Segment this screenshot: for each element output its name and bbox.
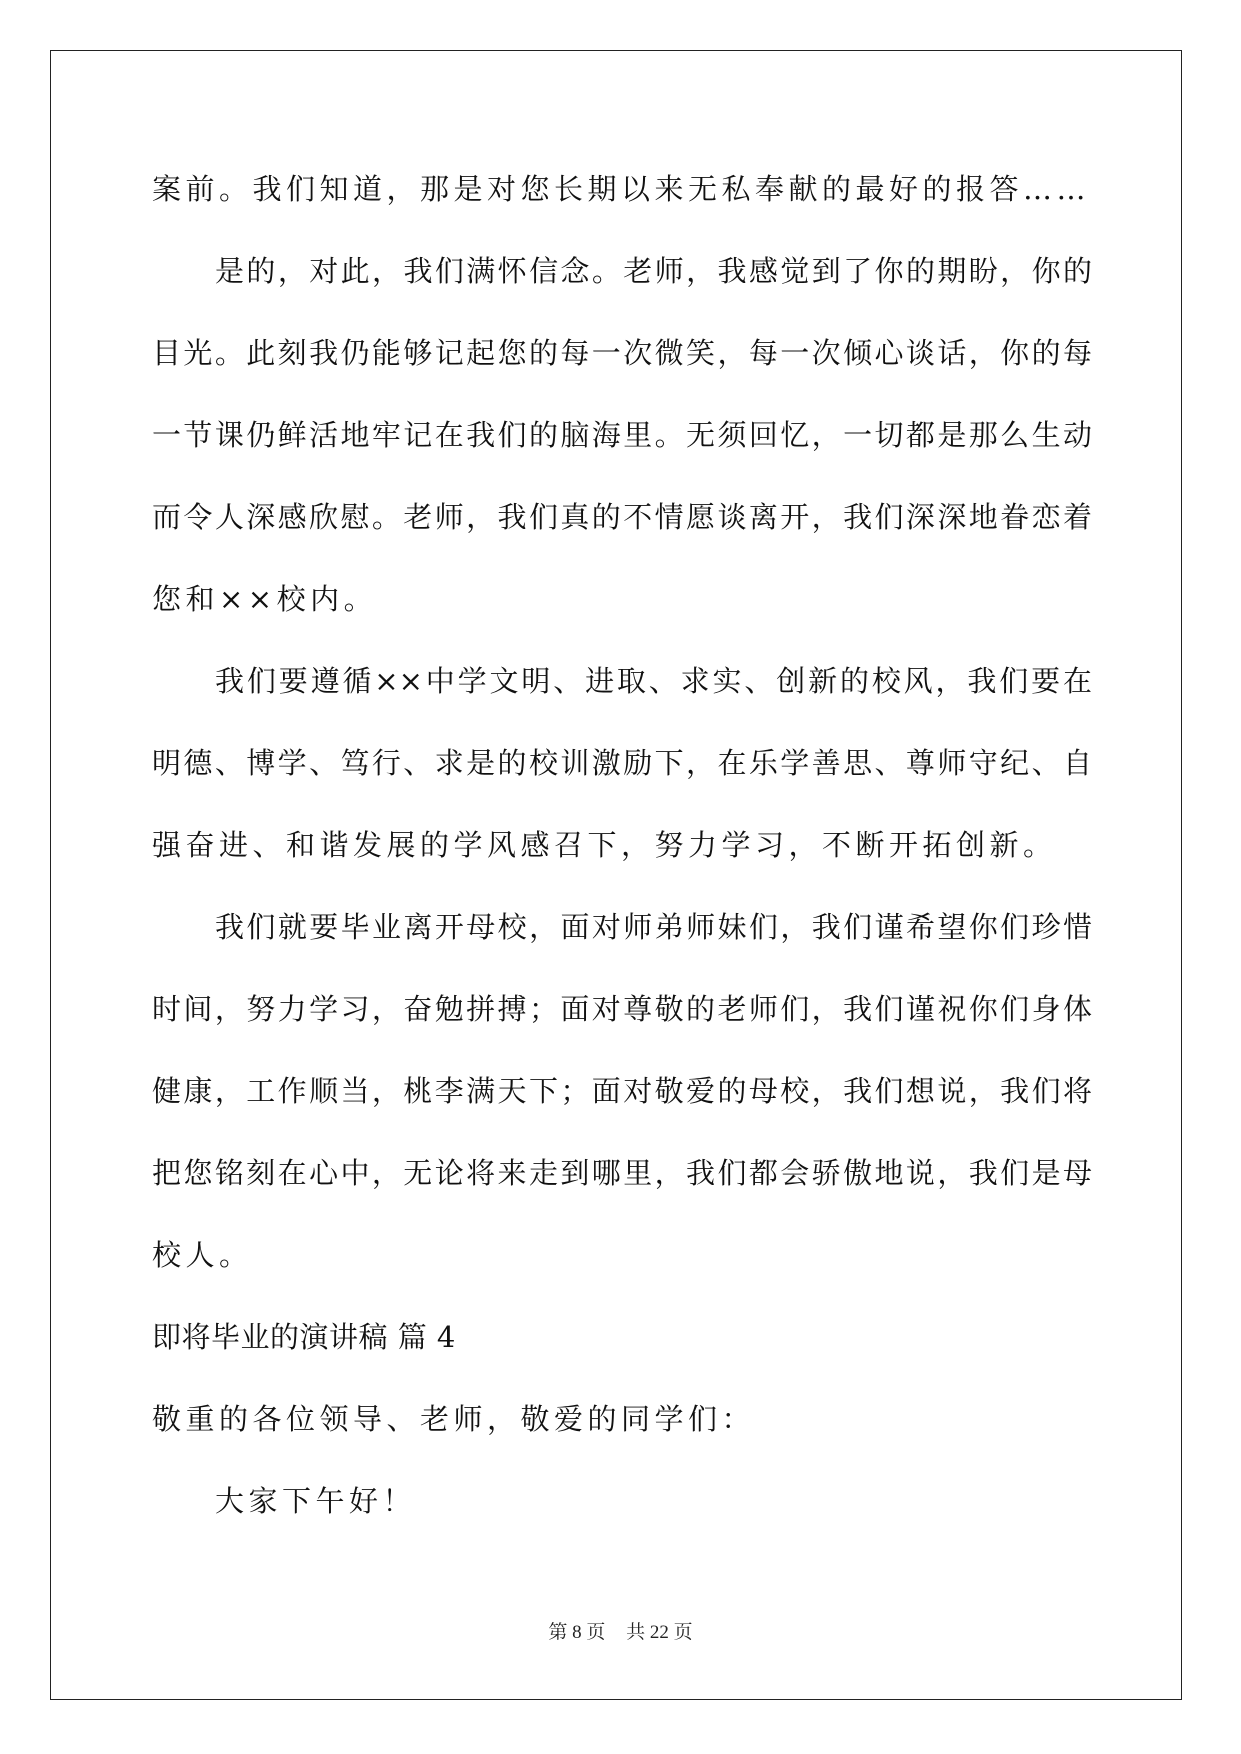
text-line: 您和××校内。 (152, 582, 378, 616)
document-body (152, 148, 1092, 1542)
page-footer (0, 1617, 1241, 1644)
paragraph-start-line: 是的，对此，我们满怀信念。老师，我感觉到了你的期盼，你的 (215, 254, 1092, 288)
paragraph-start-line: 我们就要毕业离开母校，面对师弟师妹们，我们谨希望你们珍惜 (215, 910, 1092, 944)
text-line: 目光。此刻我仍能够记起您的每一次微笑，每一次倾心谈话，你的每 (152, 336, 1092, 370)
paragraph-start-line: 我们要遵循××中学文明、进取、求实、创新的校风，我们要在 (215, 664, 1092, 698)
text-line: 案前。我们知道，那是对您长期以来无私奉献的最好的报答…… (152, 172, 1091, 206)
section-heading: 即将毕业的演讲稿 篇 4 (152, 1320, 456, 1354)
text-line: 而令人深感欣慰。老师，我们真的不情愿谈离开，我们深深地眷恋着 (152, 500, 1092, 534)
text-line: 一节课仍鲜活地牢记在我们的脑海里。无须回忆，一切都是那么生动 (152, 418, 1092, 452)
text-line: 时间，努力学习，奋勉拼搏；面对尊敬的老师们，我们谨祝你们身体 (152, 992, 1092, 1026)
text-line: 把您铭刻在心中，无论将来走到哪里，我们都会骄傲地说，我们是母 (152, 1156, 1092, 1190)
text-line: 明德、博学、笃行、求是的校训激励下，在乐学善思、尊师守纪、自 (152, 746, 1092, 780)
text-line: 健康，工作顺当，桃李满天下；面对敬爱的母校，我们想说，我们将 (152, 1074, 1092, 1108)
salutation-line: 敬重的各位领导、老师，敬爱的同学们： (152, 1402, 756, 1436)
text-line: 强奋进、和谐发展的学风感召下，努力学习，不断开拓创新。 (152, 828, 1057, 862)
page-number: 第 8 页 (548, 1622, 606, 1643)
greeting-line: 大家下午好！ (215, 1484, 417, 1518)
text-line: 校人。 (152, 1238, 253, 1272)
page-total: 共 22 页 (626, 1622, 693, 1643)
